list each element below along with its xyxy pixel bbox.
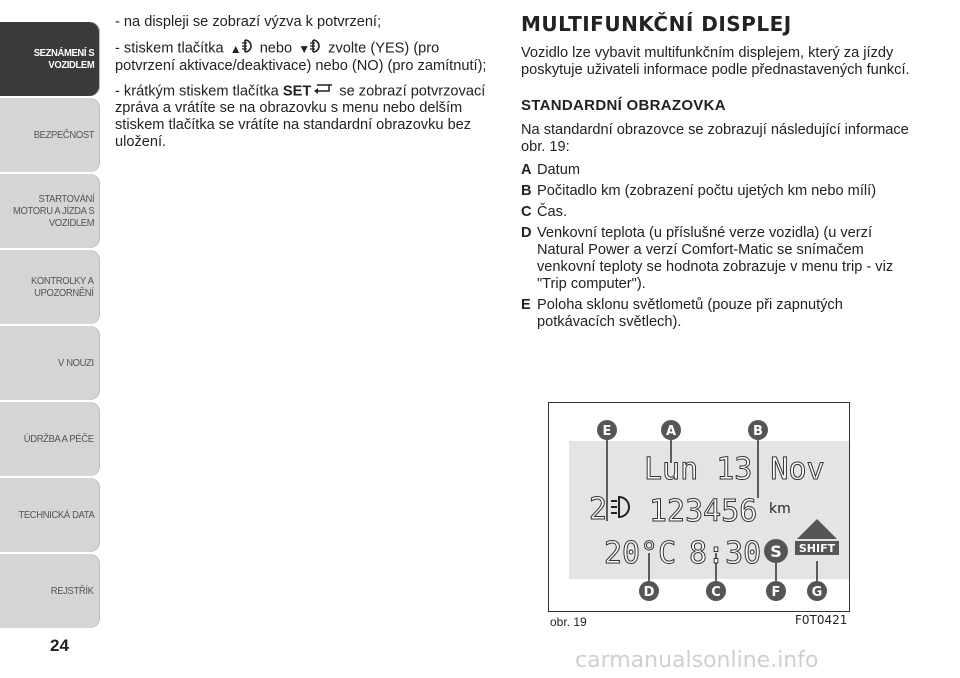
tab-rejstrik[interactable]: REJSTŘÍK: [0, 554, 100, 628]
paragraph-set: - krátkým stiskem tlačítka SET se zobrazí potvrzovací zpráva a vrátíte se na obrazovku s menu nebo delším stiskem tlačítka se vrátíte na standardní obrazovku bez uložení.: [115, 83, 486, 151]
svg-text:E: E: [602, 424, 612, 439]
shift-label: SHIFT: [798, 542, 836, 555]
tab-seznameni[interactable]: SEZNÁMENÍ S VOZIDLEM: [0, 22, 100, 96]
tab-bezpecnost[interactable]: BEZPEČNOST: [0, 98, 100, 172]
svg-text:D: D: [643, 585, 655, 600]
s-badge-label: S: [770, 542, 782, 561]
lcd-odo-unit: km: [769, 501, 791, 517]
set-button-label: SET: [282, 83, 312, 100]
legend-item: E Poloha sklonu světlometů (pouze při zapnutých potkávacích světlech).: [521, 297, 843, 330]
figure-caption: obr. 19: [550, 615, 587, 629]
lcd-date: Lun 13 Nov: [644, 452, 825, 487]
lcd-time: 8:30: [689, 536, 762, 571]
svg-text:F: F: [771, 585, 781, 600]
display-figure: [548, 402, 850, 612]
lcd-odometer: 123456: [649, 494, 758, 529]
tab-technicka-data[interactable]: TECHNICKÁ DATA: [0, 478, 100, 552]
tab-startovani[interactable]: STARTOVÁNÍ MOTORU A JÍZDA S VOZIDLEM: [0, 174, 100, 248]
paragraph-select: - stiskem tlačítka ▲ nebo ▼ zvolte (YES) (pro potvrzení aktivace/deaktivace) nebo (NO) (pro zamítnutí);: [115, 40, 487, 74]
lead-paragraph: Na standardní obrazovce se zobrazují následující informace obr. 19:: [521, 122, 909, 155]
legend-item: D Venkovní teplota (u příslušné verze vozidla) (u verzí Natural Power a verzí Comfort-Matic se snímačem venkovní teploty se hodnota zobrazuje v menu trip - viz "Trip computer").: [521, 225, 894, 292]
section-title: MULTIFUNKČNÍ DISPLEJ: [521, 12, 792, 36]
svg-text:B: B: [753, 424, 763, 439]
right-column: [521, 12, 911, 335]
legend-item: C Čas.: [521, 204, 568, 220]
svg-text:A: A: [665, 424, 677, 439]
svg-text:C: C: [711, 585, 721, 600]
page-number: 24: [50, 636, 69, 655]
legend-item: A Datum: [521, 162, 580, 178]
svg-text:G: G: [811, 585, 823, 600]
display-illustration: [549, 403, 849, 611]
lcd-headlamp-level: 2: [589, 492, 608, 527]
tab-v-nouzi[interactable]: V NOUZI: [0, 326, 100, 400]
legend-item: B Počitadlo km (zobrazení počtu ujetých km nebo mílí): [521, 183, 877, 199]
return-arrow-icon: [313, 83, 333, 100]
intro-paragraph: Vozidlo lze vybavit multifunkčním displejem, který za jízdy poskytuje uživateli informace podle přednastavených funkcí.: [521, 45, 910, 78]
arrow-up-button-icon: ▲: [230, 39, 254, 58]
chapter-tabs: [0, 22, 100, 630]
arrow-down-button-icon: ▼: [298, 39, 322, 58]
lcd-temperature: 20°C: [604, 536, 677, 571]
tab-udrzba[interactable]: ÚDRŽBA A PÉČE: [0, 402, 100, 476]
subsection-title: STANDARDNÍ OBRAZOVKA: [521, 97, 726, 114]
figure-code: F0T0421: [795, 613, 848, 627]
paragraph-prompt: - na displeji se zobrazí výzva k potvrzení;: [115, 14, 382, 30]
watermark: carmanualsonline.info: [575, 648, 819, 673]
tab-kontrolky[interactable]: KONTROLKY A UPOZORNĚNÍ: [0, 250, 100, 324]
left-column: [115, 14, 495, 159]
